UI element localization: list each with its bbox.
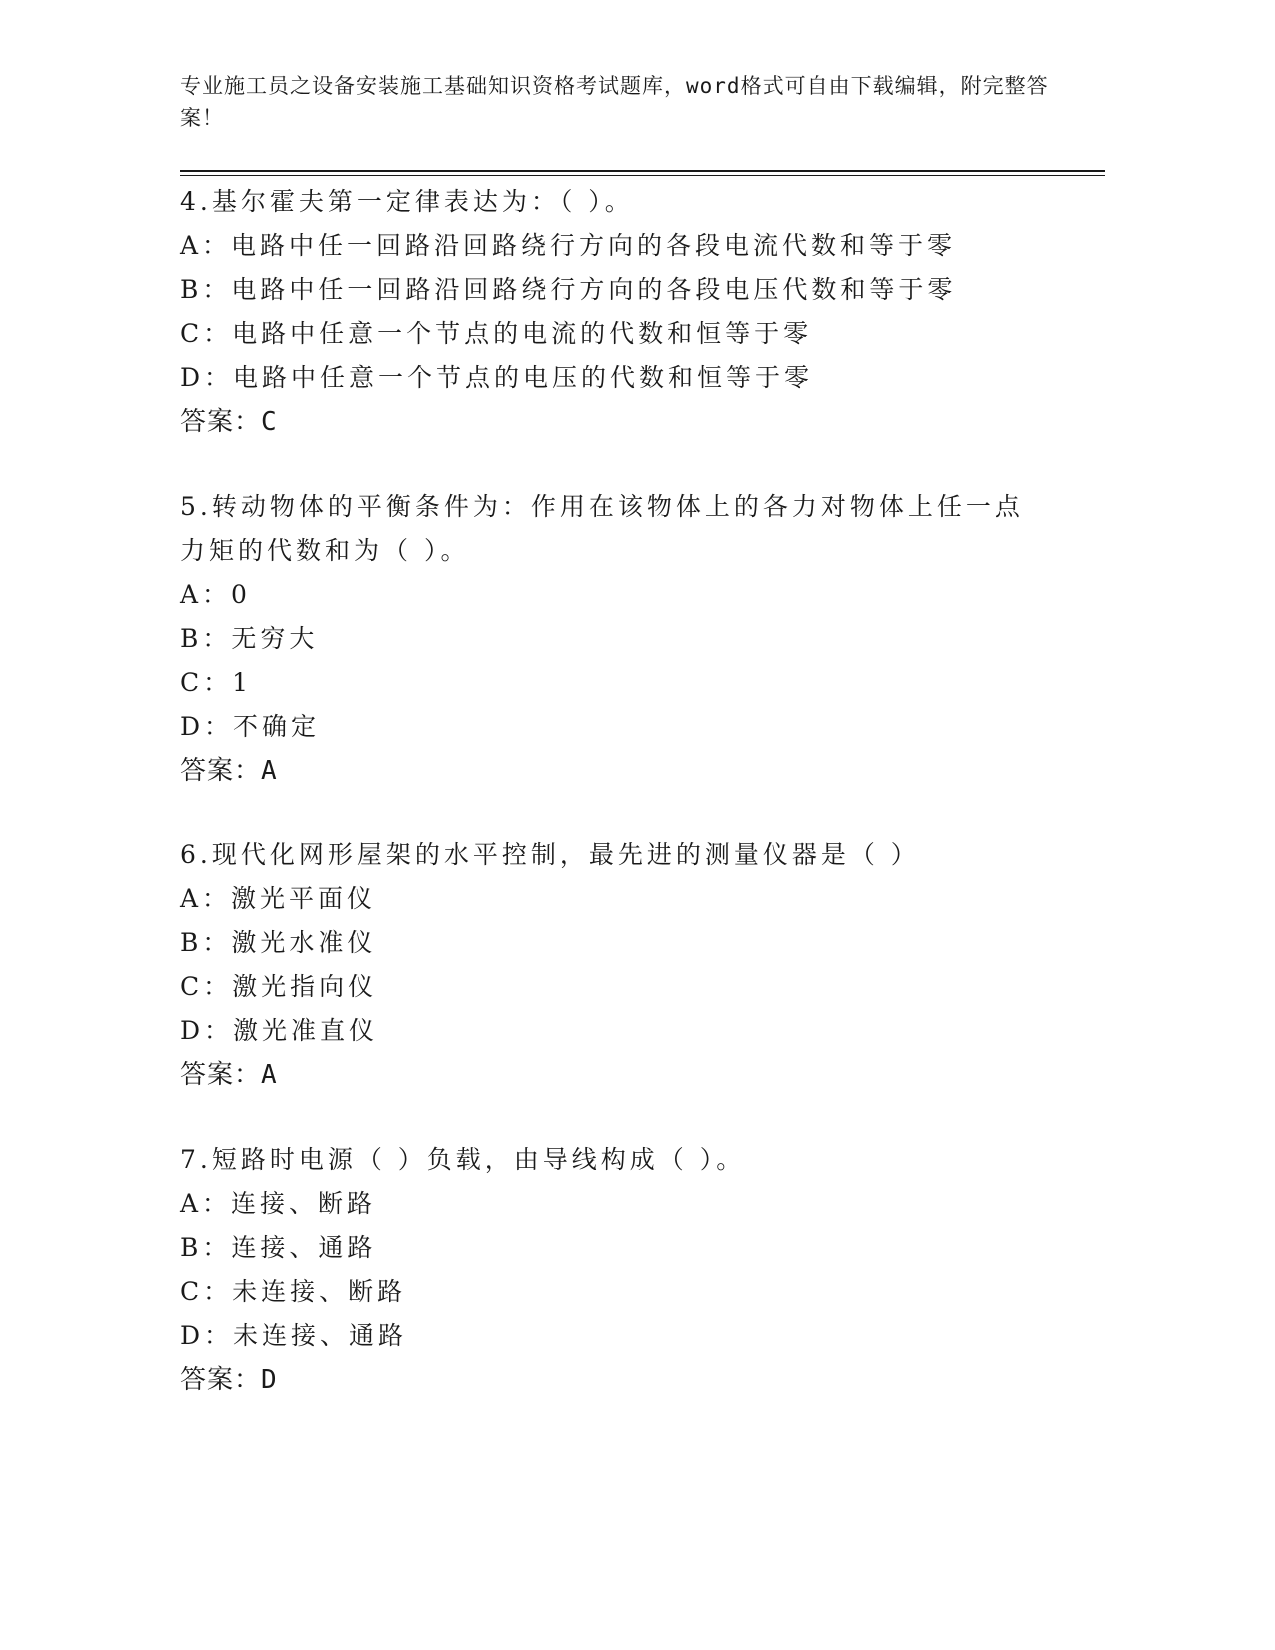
option-b: B：连接、通路 xyxy=(180,1233,377,1262)
option-b: B：无穷大 xyxy=(180,624,319,653)
option-c: C：未连接、断路 xyxy=(180,1277,407,1306)
option-a: A：激光平面仪 xyxy=(180,884,377,913)
option-a: A：0 xyxy=(180,580,251,609)
option-b: B：激光水准仪 xyxy=(180,928,377,957)
question-block xyxy=(180,1138,1060,1402)
question-stem: 7.短路时电源（ ）负载，由导线构成（ ）。 xyxy=(180,1145,746,1174)
question-block xyxy=(180,180,1060,444)
answer-line: 答案：C xyxy=(180,407,278,437)
document-header: 专业施工员之设备安装施工基础知识资格考试题库，word格式可自由下载编辑，附完整答案！ xyxy=(180,74,1049,130)
option-d: D：未连接、通路 xyxy=(180,1321,408,1350)
option-a: A：电路中任一回路沿回路绕行方向的各段电流代数和等于零 xyxy=(180,231,957,260)
question-stem: 6.现代化网形屋架的水平控制，最先进的测量仪器是（ ） xyxy=(180,840,920,869)
question-block xyxy=(180,833,1060,1097)
document-page xyxy=(180,0,1105,1650)
answer-line: 答案：A xyxy=(180,756,278,786)
header-divider-thick xyxy=(180,170,1105,172)
option-c: C：电路中任意一个节点的电流的代数和恒等于零 xyxy=(180,319,813,348)
header-divider-thin xyxy=(180,175,1105,176)
option-d: D：激光准直仪 xyxy=(180,1016,379,1045)
option-a: A：连接、断路 xyxy=(180,1189,377,1218)
question-block xyxy=(180,485,1060,793)
option-b: B：电路中任一回路沿回路绕行方向的各段电压代数和等于零 xyxy=(180,275,957,304)
option-c: C：激光指向仪 xyxy=(180,972,378,1001)
option-d: D：电路中任意一个节点的电压的代数和恒等于零 xyxy=(180,363,814,392)
question-stem: 4.基尔霍夫第一定律表达为：（ ）。 xyxy=(180,187,634,216)
answer-line: 答案：D xyxy=(180,1365,278,1395)
option-c: C：1 xyxy=(180,668,253,697)
question-stem: 5.转动物体的平衡条件为：作用在该物体上的各力对物体上任一点力矩的代数和为（ ）。 xyxy=(180,492,1024,565)
option-d: D：不确定 xyxy=(180,712,321,741)
answer-line: 答案：A xyxy=(180,1060,278,1090)
